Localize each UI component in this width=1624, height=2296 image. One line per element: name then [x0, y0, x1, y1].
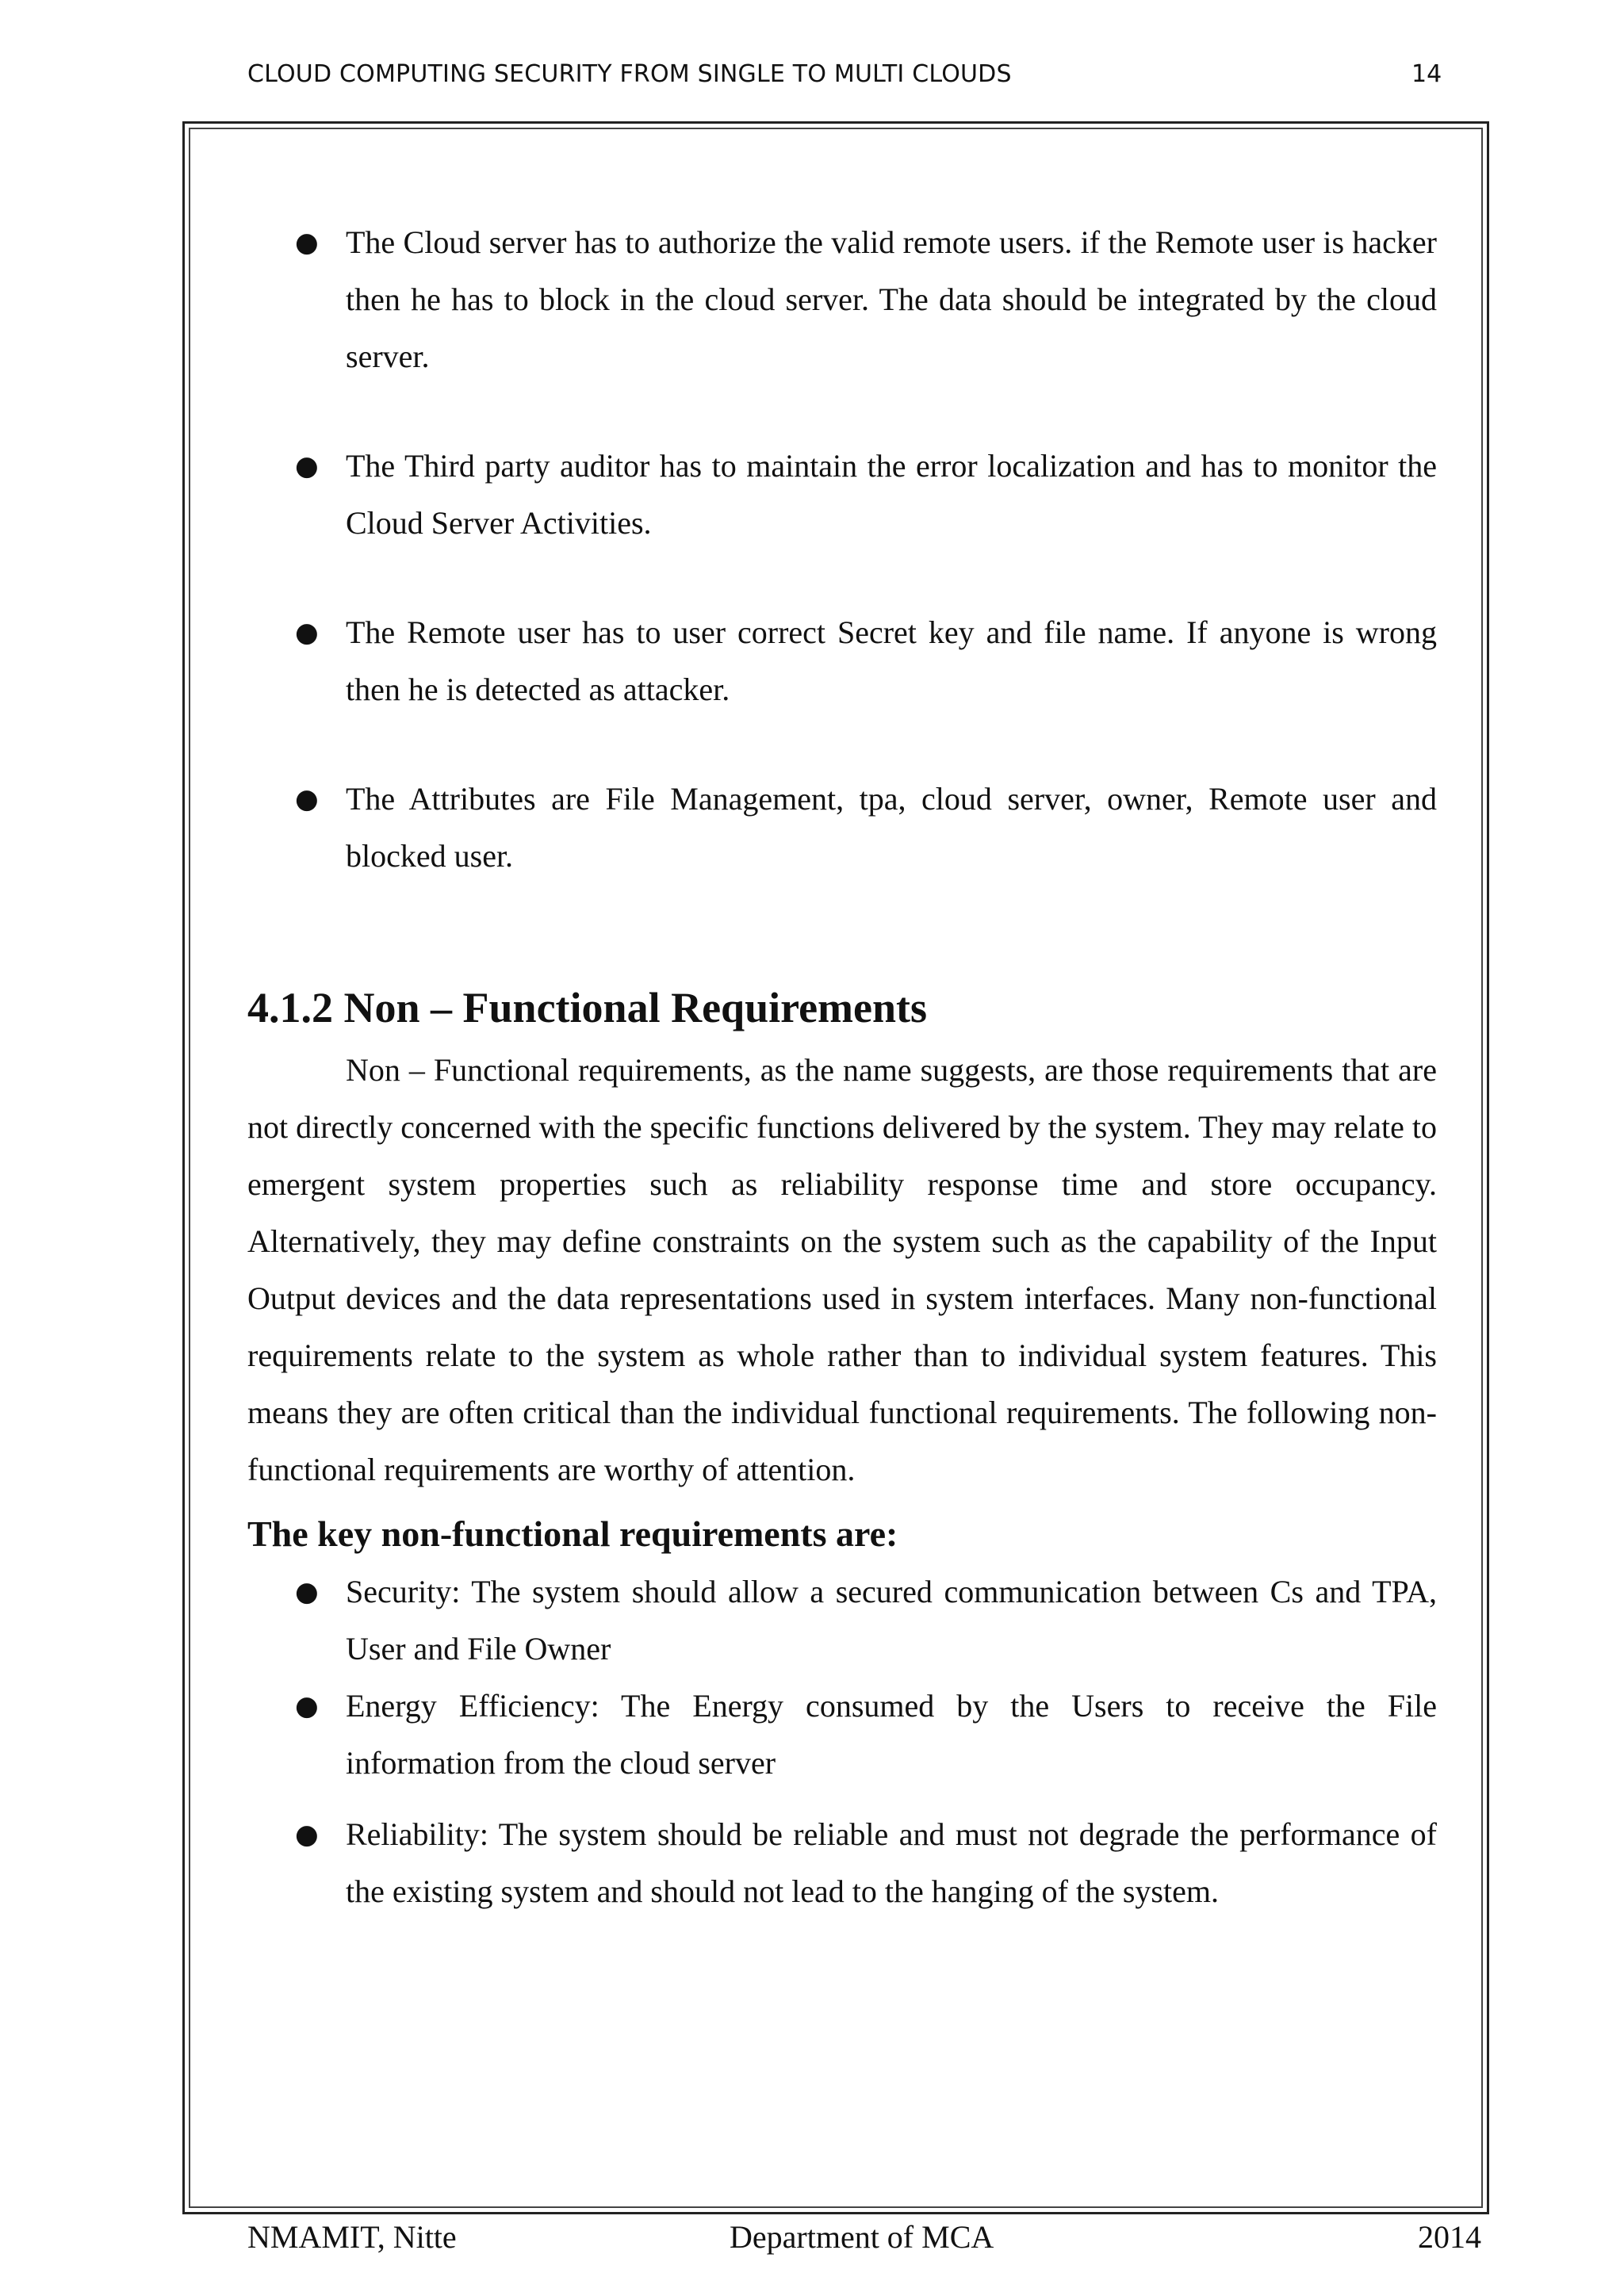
bullet-icon: ●: [295, 450, 319, 482]
section-heading: 4.1.2 Non – Functional Requirements: [247, 984, 928, 1031]
list-item-text: Energy Efficiency: The Energy consumed by the Users to receive the File information from the cloud server: [346, 1688, 1437, 1781]
list-item: [247, 771, 1437, 885]
section-paragraph: Non – Functional requirements, as the name suggests, are those requirements that are not directly concerned with the specific functions delivered by the system. They may relate to emergent system properties such as reliability response time and store occupancy. Alternatively, they may define constraints on the system such as the capability of the Input Output devices and the data representations used in system interfaces. Many non-functional requirements relate to the system as whole rather than to individual system features. This means they are often critical than the individual functional requirements. The following non-functional requirements are worthy of attention.: [247, 1052, 1437, 1487]
list-item-text: The Cloud server has to authorize the valid remote users. if the Remote user is hacker then he has to block in the cloud server. The data should be integrated by the cloud server.: [346, 224, 1437, 374]
list-item-text: The Remote user has to user correct Secret key and file name. If anyone is wrong then he is detected as attacker.: [346, 614, 1437, 707]
list-item: [247, 604, 1437, 718]
key-requirements-heading: The key non-functional requirements are:: [247, 1513, 898, 1554]
footer-institution: NMAMIT, Nitte: [247, 2219, 457, 2255]
list-item-text: Security: The system should allow a secured communication between Cs and TPA, User and File Owner: [346, 1574, 1437, 1667]
key-requirements-list: [247, 1563, 1437, 1920]
bullet-icon: ●: [295, 1576, 319, 1608]
page-content: [247, 214, 1437, 1920]
running-header-title: CLOUD COMPUTING SECURITY FROM SINGLE TO MULTI CLOUDS: [247, 60, 1012, 88]
bullet-icon: ●: [295, 617, 319, 649]
page-number: 14: [1411, 60, 1442, 88]
list-item-text: The Attributes are File Management, tpa, cloud server, owner, Remote user and blocked user.: [346, 781, 1437, 874]
footer-year: 2014: [1418, 2219, 1481, 2255]
list-item: [247, 214, 1437, 385]
list-item: [247, 1563, 1437, 1678]
bullet-icon: ●: [295, 1690, 319, 1722]
list-item: [247, 438, 1437, 552]
footer-department: Department of MCA: [730, 2219, 994, 2255]
bullet-icon: ●: [295, 227, 319, 258]
bullet-icon: ●: [295, 783, 319, 815]
list-item: [247, 1678, 1437, 1792]
bullet-icon: ●: [295, 1819, 319, 1850]
list-item-text: The Third party auditor has to maintain the error localization and has to monitor the Cloud Server Activities.: [346, 448, 1437, 541]
requirements-list: [247, 214, 1437, 885]
list-item-text: Reliability: The system should be reliable and must not degrade the performance of the existing system and should not lead to the hanging of the system.: [346, 1816, 1437, 1909]
list-item: [247, 1806, 1437, 1920]
